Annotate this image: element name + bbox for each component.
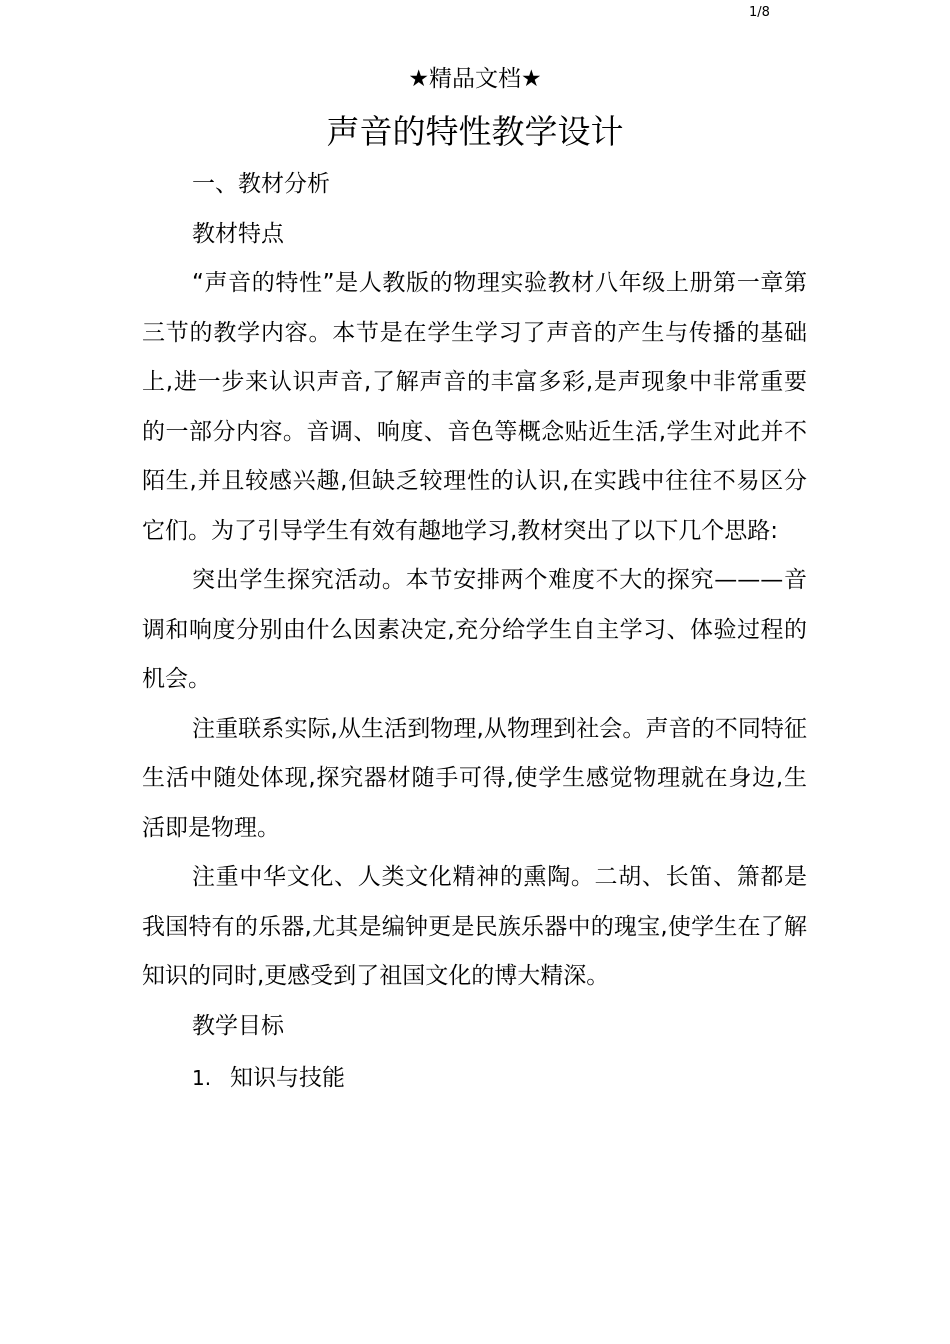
list-item-number: 1. [192,1066,212,1090]
paragraph-inquiry: 突出学生探究活动。本节安排两个难度不大的探究———音调和响度分别由什么因素决定,充分给学生自主学习、体验过程的机会。 [142,567,807,692]
subheading-teaching-goals: 教学目标 [192,1012,284,1039]
page-number: 1/8 [749,5,770,20]
section-heading-textbook-analysis: 一、教材分析 [192,171,330,197]
document-title: 声音的特性教学设计 [326,112,624,151]
paragraph-intro: “声音的特性”是人教版的物理实验教材八年级上册第一章第三节的教学内容。本节是在学生学习了声音的产生与传播的基础上,进一步来认识声音,了解声音的丰富多彩,是声现象中非常重要的一部分内容。音调、响度、音色等概念贴近生活,学生对此并不陌生,并且较感兴趣,但缺乏较理性的认识,在实践中往往不易区分它们。为了引导学生有效有趣地学习,教材突出了以下几个思路: [142,270,807,544]
document-banner: ★精品文档★ [408,66,542,92]
paragraph-real-life: 注重联系实际,从生活到物理,从物理到社会。声音的不同特征生活中随处体现,探究器材随手可得,使学生感觉物理就在身边,生活即是物理。 [142,715,807,841]
subheading-textbook-features: 教材特点 [192,220,284,247]
document-body [142,160,807,1104]
list-item-label: 知识与技能 [230,1065,345,1091]
paragraph-culture: 注重中华文化、人类文化精神的熏陶。二胡、长笛、箫都是我国特有的乐器,尤其是编钟更是民族乐器中的瑰宝,使学生在了解知识的同时,更感受到了祖国文化的博大精深。 [142,864,807,989]
list-item-knowledge-skills [142,1054,807,1104]
